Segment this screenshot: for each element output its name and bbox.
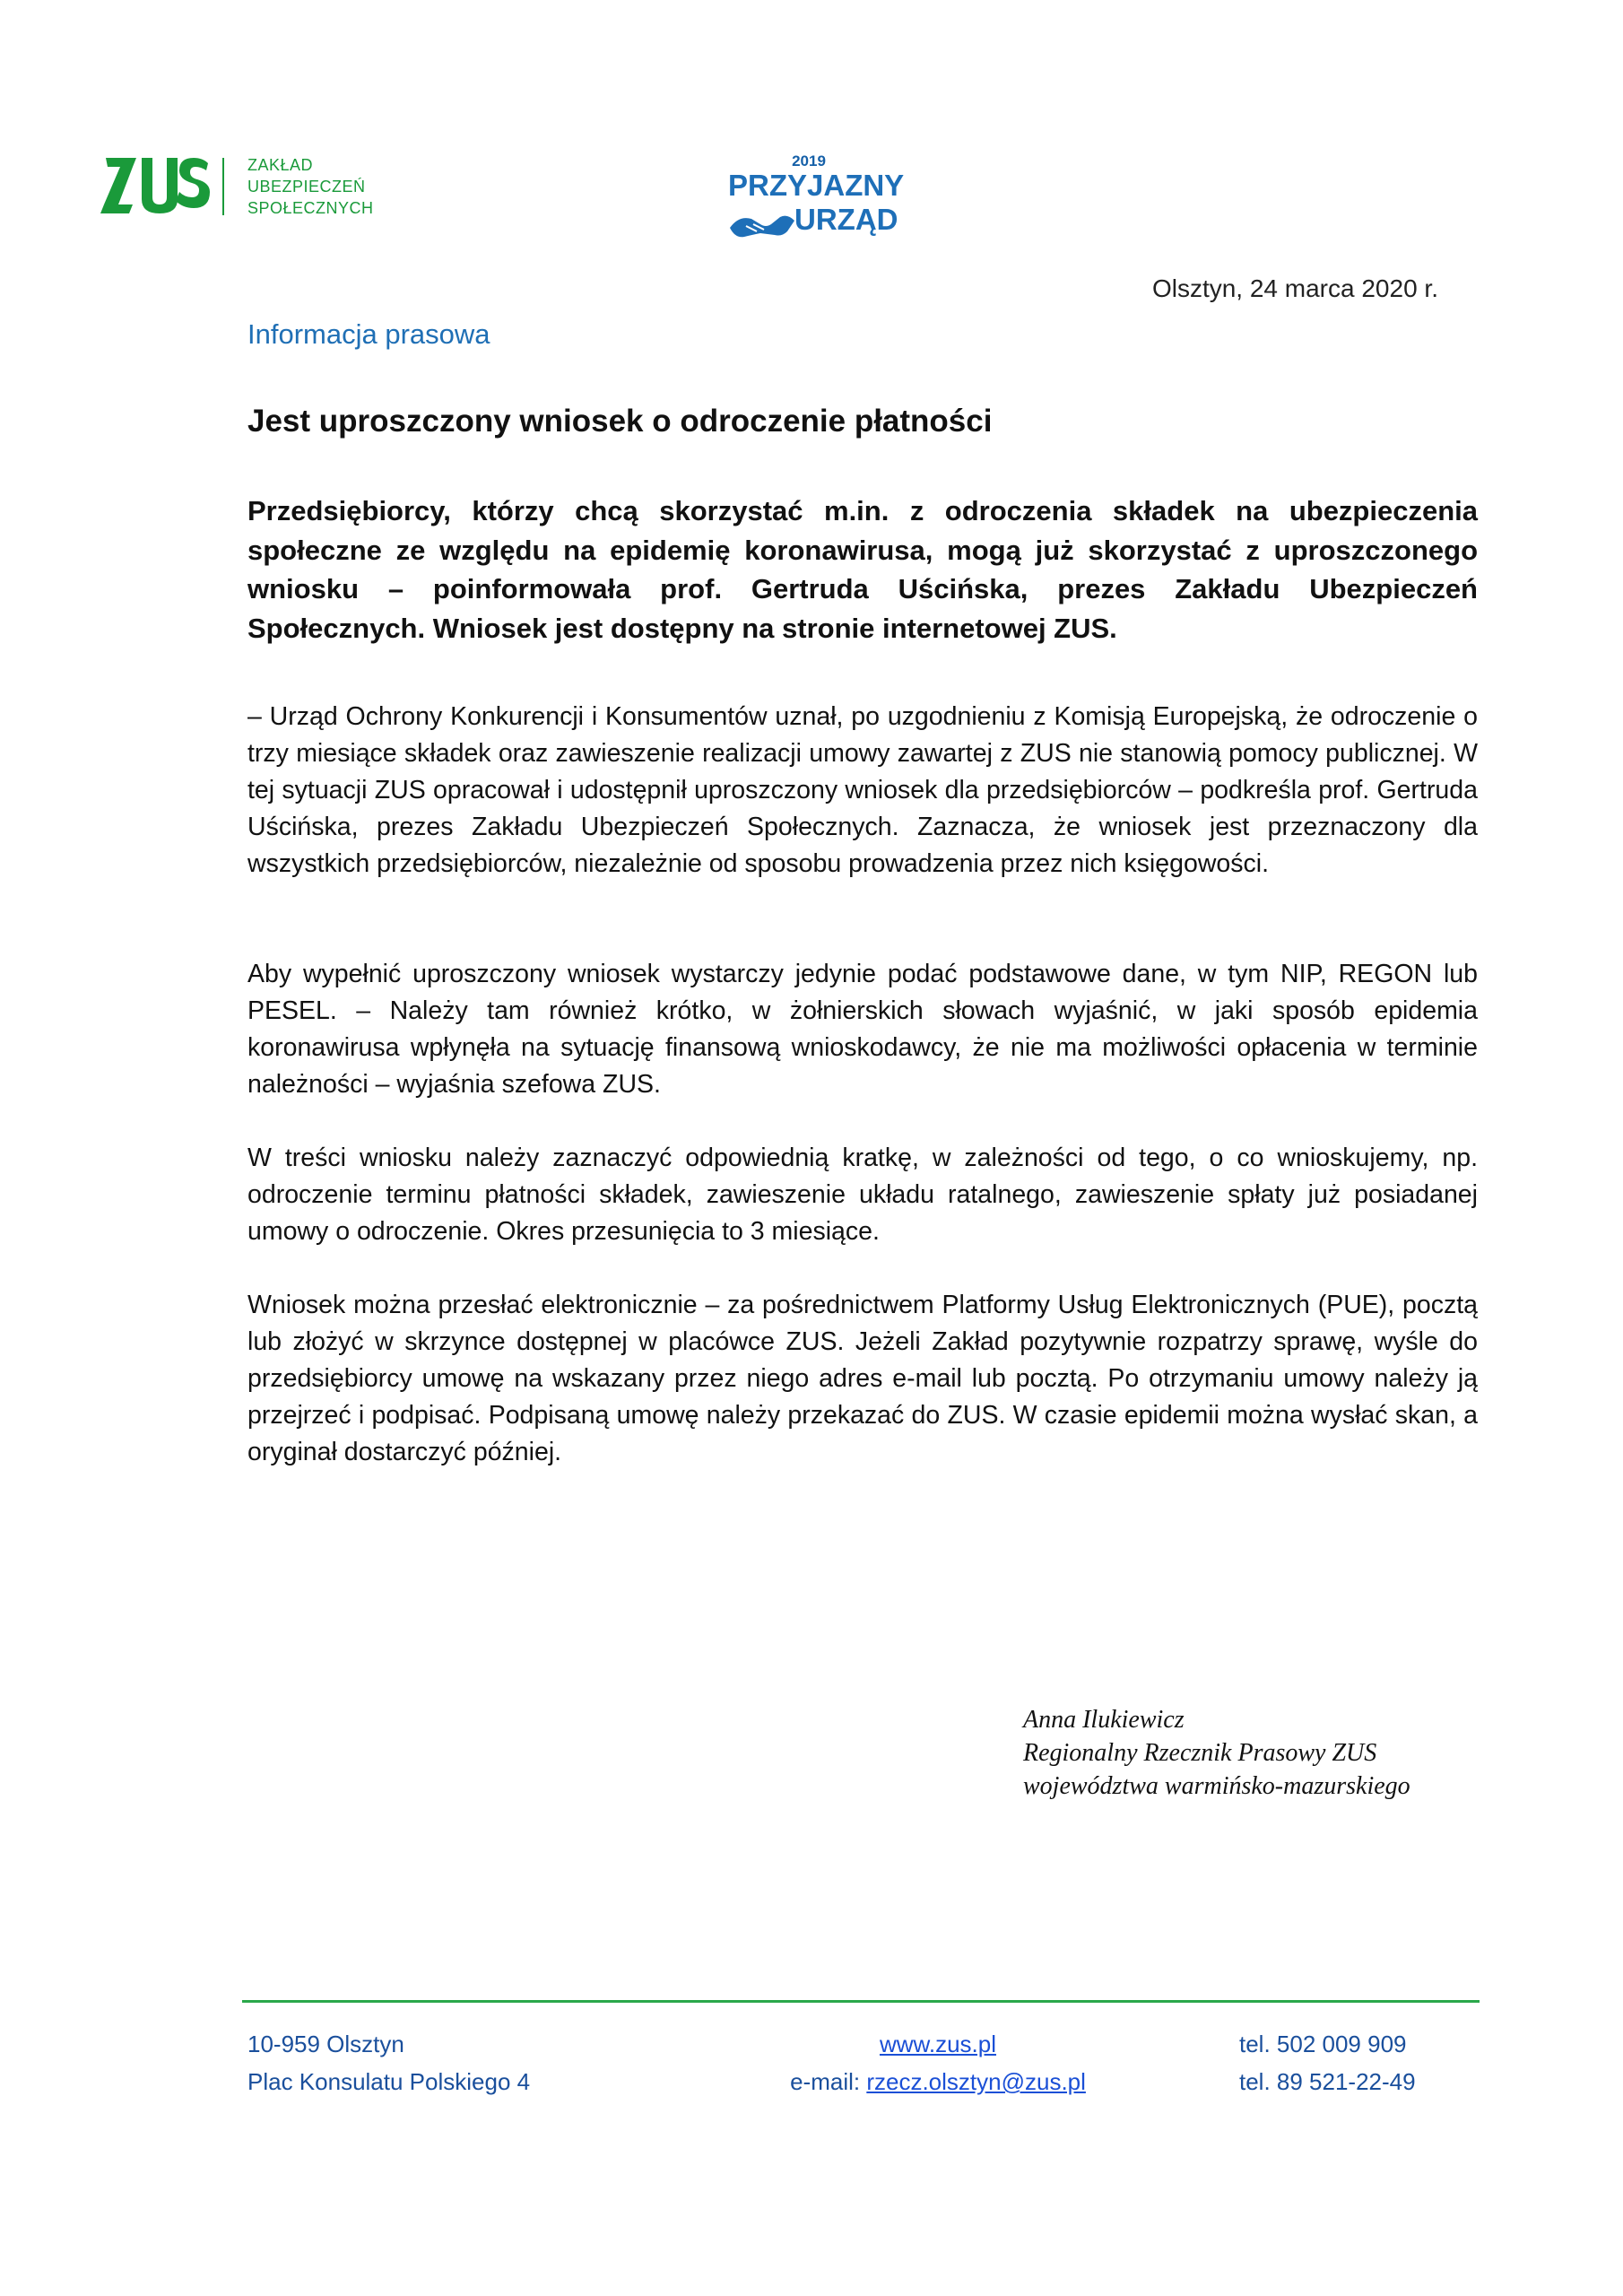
zus-name-line: UBEZPIECZEŃ <box>247 178 366 196</box>
document-date: Olsztyn, 24 marca 2020 r. <box>1151 274 1438 302</box>
signature-region: województwa warmińsko-mazurskiego <box>1023 1772 1410 1800</box>
signature-role: Regionalny Rzecznik Prasowy ZUS <box>1023 1739 1377 1767</box>
signature-block <box>1023 1703 1410 1803</box>
award-line1: PRZYJAZNY <box>728 169 905 202</box>
email-label: e-mail: <box>790 2068 867 2095</box>
footer-address <box>247 2025 530 2100</box>
document-title: Jest uproszczony wniosek o odroczenie płatności <box>247 404 993 439</box>
przyjazny-urzad-logo <box>728 152 907 242</box>
zus-name-line: SPOŁECZNYCH <box>247 199 374 217</box>
zus-mark-icon <box>100 151 210 221</box>
website-link[interactable]: www.zus.pl <box>879 2031 997 2057</box>
document-type: Informacja prasowa <box>247 318 490 350</box>
address-line: 10-959 Olsztyn <box>247 2031 404 2057</box>
phone-number: tel. 89 521-22-49 <box>1239 2068 1416 2095</box>
award-year: 2019 <box>792 152 826 170</box>
footer-phones <box>1239 2025 1416 2100</box>
zus-logo <box>100 151 387 222</box>
handshake-icon <box>728 204 796 240</box>
footer-divider <box>242 2000 1480 2003</box>
zus-name-line: ZAKŁAD <box>247 156 314 174</box>
address-line: Plac Konsulatu Polskiego 4 <box>247 2068 531 2095</box>
footer-contact <box>750 2025 1126 2100</box>
body-paragraph: – Urząd Ochrony Konkurencji i Konsumentów uznał, po uzgodnieniu z Komisją Europejską, że odroczenie o trzy miesiące składek oraz zawieszenie realizacji umowy zawartej z ZUS nie stanowią pomocy publicznej. W tej sytuacji ZUS opracował i udostępnił uproszczony wniosek dla przedsiębiorców – podkreśla prof. Gertruda Uścińska, prezes Zakładu Ubezpieczeń Społecznych. Zaznacza, że wniosek jest przeznaczony dla wszystkich przedsiębiorców, niezależnie od sposobu prowadzenia przez nich księgowości. <box>247 702 1478 878</box>
phone-number: tel. 502 009 909 <box>1239 2031 1407 2057</box>
logo-divider <box>222 158 224 215</box>
signature-name: Anna Ilukiewicz <box>1023 1706 1185 1734</box>
body-paragraph: Aby wypełnić uproszczony wniosek wystarczy jedynie podać podstawowe dane, w tym NIP, REGON lub PESEL. – Należy tam również krótko, w żołnierskich słowach wyjaśnić, w jaki sposób epidemia koronawirusa wpłynęła na sytuację finansową wnioskodawcy, że nie ma możliwości opłacenia w terminie należności – wyjaśnia szefowa ZUS. <box>247 960 1478 1099</box>
body-paragraph: W treści wniosku należy zaznaczyć odpowiednią kratkę, w zależności od tego, o co wnioskujemy, np. odroczenie terminu płatności składek, zawieszenie układu ratalnego, zawieszenie spłaty już posiadanej umowy o odroczenie. Okres przesunięcia to 3 miesiące. <box>247 1144 1478 1246</box>
lead-paragraph: Przedsiębiorcy, którzy chcą skorzystać m.in. z odroczenia składek na ubezpieczenia społeczne ze względu na epidemię koronawirusa, mogą już skorzystać z uproszczonego wniosku – poinformowała prof. Gertruda Uścińska, prezes Zakładu Ubezpieczeń Społecznych. Wniosek jest dostępny na stronie internetowej ZUS. <box>247 495 1478 644</box>
zus-name <box>247 154 374 219</box>
email-link[interactable]: rzecz.olsztyn@zus.pl <box>866 2068 1086 2095</box>
award-line2: URZĄD <box>794 203 898 236</box>
body-paragraph: Wniosek można przesłać elektronicznie – za pośrednictwem Platformy Usług Elektronicznych (PUE), pocztą lub złożyć w skrzynce dostępnej w placówce ZUS. Jeżeli Zakład pozytywnie rozpatrzy sprawę, wyśle do przedsiębiorcy umowę na wskazany przez niego adres e-mail lub pocztą. Po otrzymaniu umowy należy ją przejrzeć i podpisać. Podpisaną umowę należy przekazać do ZUS. W czasie epidemii można wysłać skan, a oryginał dostarczyć później. <box>247 1291 1478 1466</box>
